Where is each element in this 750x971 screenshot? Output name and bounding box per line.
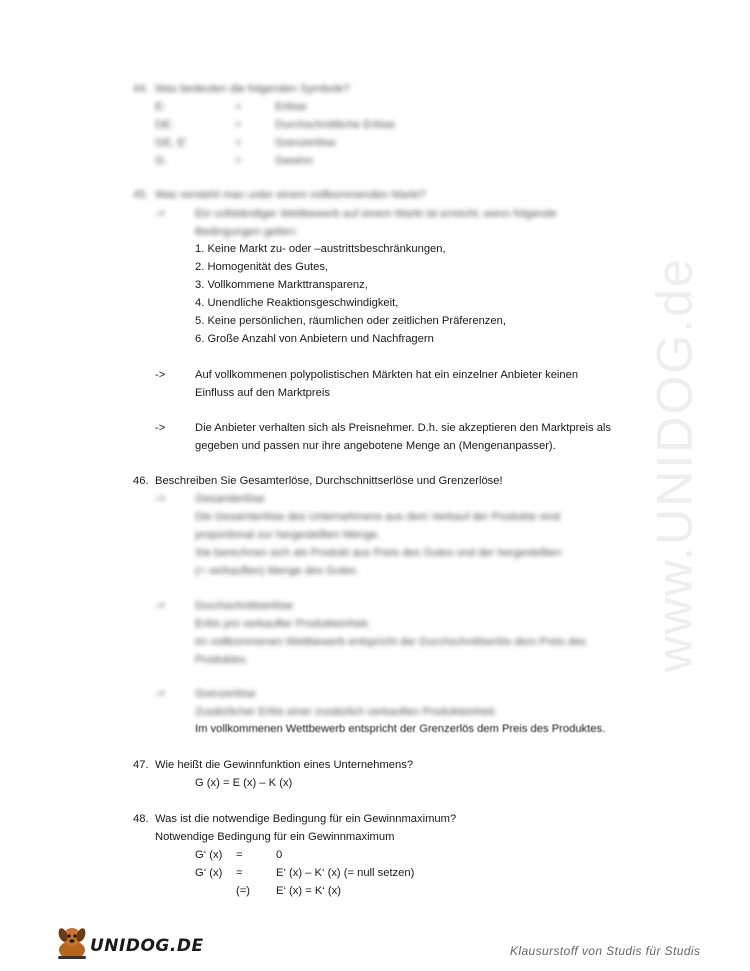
definition-line: Erlös pro verkaufter Produkteinheit. [195, 618, 371, 630]
question-number: 44. [133, 83, 149, 95]
watermark [615, 250, 735, 680]
term-heading: Gesamterlöse [195, 493, 265, 505]
definition-line: Die Gesamterlöse des Unternehmens aus dem Verkauf der Produkte sind [195, 511, 561, 523]
equals: = [235, 101, 242, 113]
question-title: Was ist die notwendige Bedingung für ein Gewinnmaximum? [155, 813, 457, 825]
question-number: 48. [133, 813, 149, 825]
arrow-marker: -> [155, 422, 166, 434]
term-heading: Grenzerlöse [195, 688, 256, 700]
meaning: Durchschnittliche Erlöse [275, 119, 396, 131]
question-title: Was versteht man unter einem vollkommenden Markt? [155, 189, 426, 201]
intro-line: Bedingungen gelten: [195, 226, 298, 238]
meaning: Grenzerlöse [275, 137, 336, 149]
condition-item: 1. Keine Markt zu- oder –austrittsbeschränkungen, [195, 243, 446, 255]
formula: G (x) = E (x) – K (x) [195, 777, 293, 789]
term-heading: Durchschnittserlöse [195, 600, 294, 612]
question-number: 46. [133, 475, 149, 487]
definition-line: Produktes. [195, 654, 249, 666]
definition-line: Im vollkommenen Wettbewerb entspricht der Durchschnittserlös dem Preis des [195, 636, 586, 648]
paragraph-line: Auf vollkommenen polypolistischen Märkten hat ein einzelner Anbieter keinen [195, 369, 579, 381]
condition-item: 5. Keine persönlichen, räumlichen oder zeitlichen Präferenzen, [195, 315, 506, 327]
arrow-marker: -> [155, 369, 166, 381]
condition-item: 6. Große Anzahl von Anbietern und Nachfragern [195, 333, 434, 345]
formula-rhs: E‘ (x) – K‘ (x) (= null setzen) [276, 867, 415, 879]
formula-lhs: G‘ (x) [195, 867, 223, 879]
formula-op: = [236, 849, 243, 861]
formula-op: = [236, 867, 243, 879]
question-number: 45. [133, 189, 149, 201]
question-number: 47. [133, 759, 149, 771]
symbol: E: [155, 101, 166, 113]
equals: = [235, 137, 242, 149]
definition-line: Sie berechnen sich als Produkt aus Preis des Gutes und der hergestellten [195, 547, 562, 559]
symbol: GE, E' [155, 137, 187, 149]
equals: = [235, 155, 242, 167]
watermark-text: www.UNIDOG.de [646, 257, 703, 673]
paragraph-line: gegeben und passen nur ihre angebotene Menge an (Mengenanpasser). [195, 440, 556, 452]
condition-item: 2. Homogenität des Gutes, [195, 261, 329, 273]
footer-logo [52, 924, 204, 962]
formula-rhs: E‘ (x) = K‘ (x) [276, 885, 341, 897]
arrow-marker: -> [155, 600, 166, 612]
definition-line: Im vollkommenen Wettbewerb entspricht der Grenzerlös dem Preis des Produktes. [195, 723, 606, 735]
definition-line: (= verkauften) Menge des Gutes. [195, 565, 359, 577]
question-title: Was bedeuten die folgenden Symbole? [155, 83, 350, 95]
meaning: Erlöse [275, 101, 307, 113]
arrow-marker: -> [155, 208, 166, 220]
paragraph-line: Einfluss auf den Marktpreis [195, 387, 330, 399]
meaning: Gewinn [275, 155, 313, 167]
definition-line: proportional zur hergestellten Menge. [195, 529, 381, 541]
question-title: Beschreiben Sie Gesamterlöse, Durchschnittserlöse und Grenzerlöse! [155, 475, 503, 487]
logo-text: UNIDOG.DE [90, 936, 204, 956]
intro-line: Ein vollständiger Wettbewerb auf einem Markt ist erreicht, wenn folgende [195, 208, 557, 220]
condition-item: 3. Vollkommene Markttransparenz, [195, 279, 368, 291]
paragraph-line: Die Anbieter verhalten sich als Preisnehmer. D.h. sie akzeptieren den Marktpreis als [195, 422, 612, 434]
equals: = [235, 119, 242, 131]
formula-lhs: G‘ (x) [195, 849, 223, 861]
dog-icon [52, 924, 92, 962]
arrow-marker: -> [155, 688, 166, 700]
symbol: DE: [155, 119, 174, 131]
definition-line: Zusätzlicher Erlös einer zusätzlich verkauften Produkteinheit. [195, 706, 498, 718]
question-title: Wie heißt die Gewinnfunktion eines Unternehmens? [155, 759, 414, 771]
symbol: G: [155, 155, 167, 167]
subheading: Notwendige Bedingung für ein Gewinnmaximum [155, 831, 395, 843]
formula-op: (=) [236, 885, 250, 897]
arrow-marker: -> [155, 493, 166, 505]
footer-tagline: Klausurstoff von Studis für Studis [510, 944, 701, 958]
condition-item: 4. Unendliche Reaktionsgeschwindigkeit, [195, 297, 399, 309]
formula-rhs: 0 [276, 849, 283, 861]
